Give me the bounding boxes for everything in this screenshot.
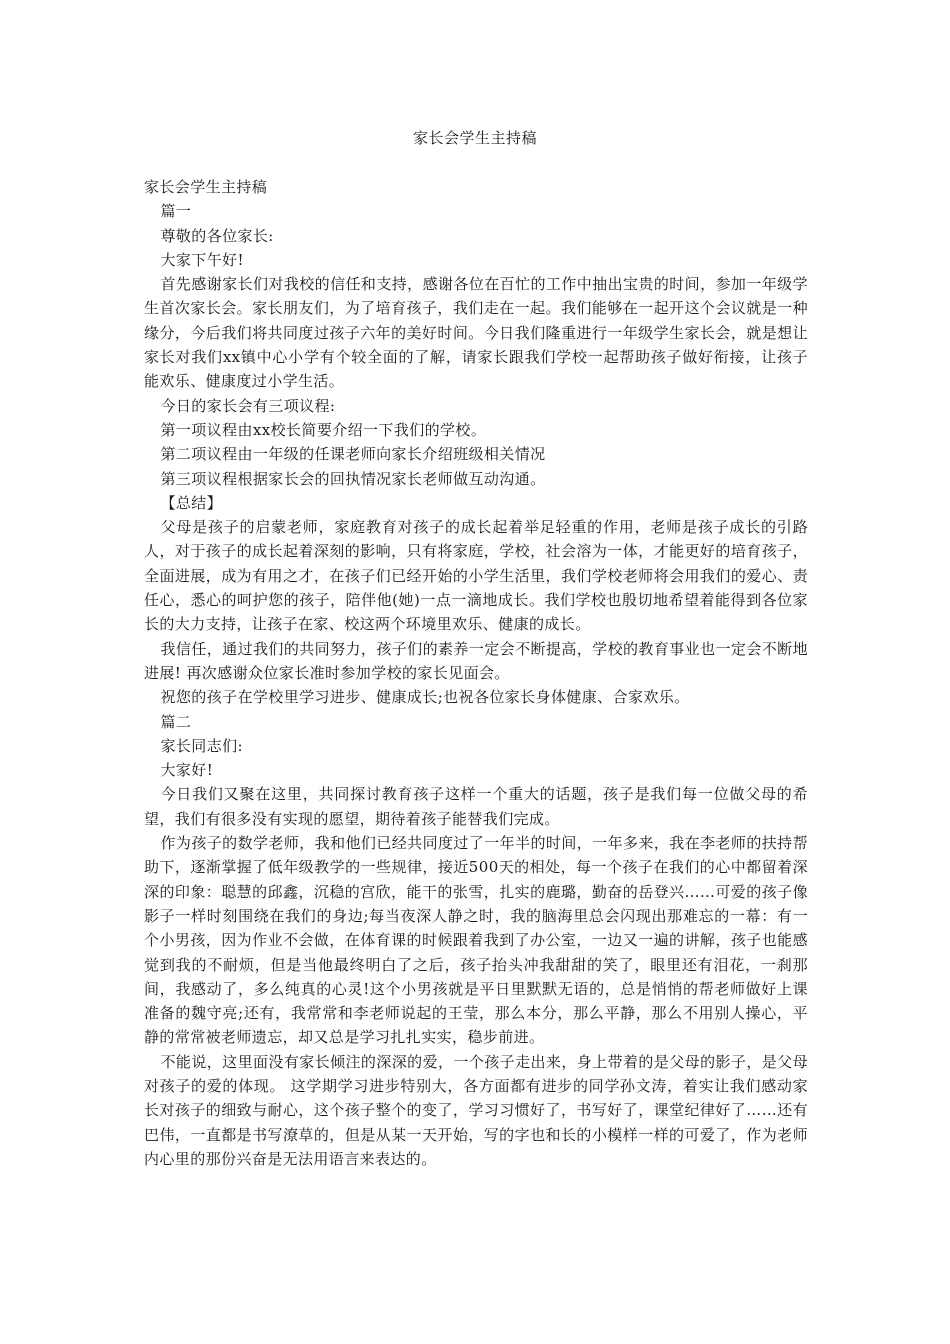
greeting-2: 大家好! xyxy=(160,761,214,780)
salutation-2: 家长同志们: xyxy=(160,736,243,755)
paragraph-teacher: 作为孩子的数学老师，我和他们已经共同度过了一年半的时间，一年多来，我在李老师的扶持帮助下，逐渐掌握了低年级教学的一些规律，接近500天的相处，每一个孩子在我们的心中都留着深深的印象：聪慧的邱鑫，沉稳的宫欣，能干的张雪，扎实的鹿璐，勤奋的岳登兴……可爱的孩子像影子一样时刻围绕在我们的身边;每当夜深人静之时，我的脑海里总会闪现出那难忘的一幕：有一个小男孩，因为作业不会做，在体育课的时候跟着我到了办公室，一边又一遍的讲解，孩子也能感觉到我的不耐烦，但是当他最终明白了之后，孩子抬头冲我甜甜的笑了，眼里还有泪花，一刹那间，我感动了，多么纯真的心灵!这个小男孩就是平日里默默无语的，总是悄悄的帮老师做好上课准备的魏守亮;还有，我常常和李老师说起的王莹，那么本分，那么平静，那么不用别人操心，平静的常常被老师遗忘，却又总是学习扎扎实实，稳步前进。 xyxy=(144,834,808,1047)
section-label-2: 篇二 xyxy=(160,712,192,731)
agenda-item-2: 第二项议程由一年级的任课老师向家长介绍班级相关情况 xyxy=(160,445,546,464)
agenda-item-1: 第一项议程由xx校长简要介绍一下我们的学校。 xyxy=(160,420,487,439)
document-body xyxy=(144,175,808,1171)
paragraph-belief: 我信任，通过我们的共同努力，孩子们的素养一定会不断提高，学校的教育事业也一定会不断地进展! 再次感谢众位家长准时参加学校的家长见面会。 xyxy=(144,639,808,682)
paragraph-wishes: 祝您的孩子在学校里学习进步、健康成长;也祝各位家长身体健康、合家欢乐。 xyxy=(160,688,690,707)
paragraph-heading: 家长会学生主持稿 xyxy=(144,178,268,196)
agenda-intro: 今日的家长会有三项议程: xyxy=(160,396,336,415)
paragraph-opening: 首先感谢家长们对我校的信任和支持，感谢各位在百忙的工作中抽出宝贵的时间，参加一年级学生首次家长会。家长朋友们，为了培育孩子，我们走在一起。我们能够在一起开这个会议就是一种缘分，今后我们将共同度过孩子六年的美好时间。今日我们隆重进行一年级学生家长会，就是想让家长对我们xx镇中心小学有个较全面的了解，请家长跟我们学校一起帮助孩子做好衔接，让孩子能欢乐、健康度过小学生活。 xyxy=(144,275,808,391)
salutation: 尊敬的各位家长: xyxy=(160,226,274,245)
greeting: 大家下午好! xyxy=(160,250,244,269)
paragraph-parents-love: 不能说，这里面没有家长倾注的深深的爱，一个孩子走出来，身上带着的是父母的影子，是父母对孩子的爱的体现。 这学期学习进步特别大，各方面都有进步的同学孙文涛，着实让我们感动家长对孩子的细致与耐心，这个孩子整个的变了，学习习惯好了，书写好了，课堂纪律好了……还有巴伟，一直都是书写潦草的，但是从某一天开始，写的字也和长的小模样一样的可爱了，作为老师内心里的那份兴奋是无法用语言来表达的。 xyxy=(144,1052,808,1168)
agenda-item-3: 第三项议程根据家长会的回执情况家长老师做互动沟通。 xyxy=(160,469,546,488)
paragraph-gathering: 今日我们又聚在这里，共同探讨教育孩子这样一个重大的话题，孩子是我们每一位做父母的希望，我们有很多没有实现的愿望，期待着孩子能替我们完成。 xyxy=(144,785,808,828)
summary-heading: 【总结】 xyxy=(160,493,223,512)
document-title: 家长会学生主持稿 xyxy=(412,129,537,147)
section-label-1: 篇一 xyxy=(160,202,192,221)
paragraph-summary: 父母是孩子的启蒙老师，家庭教育对孩子的成长起着举足轻重的作用，老师是孩子成长的引路人，对于孩子的成长起着深刻的影响，只有将家庭，学校，社会溶为一体，才能更好的培育孩子，全面进展，成为有用之才，在孩子们已经开始的小学生活里，我们学校老师将会用我们的爱心、责任心，悉心的呵护您的孩子，陪伴他(她)一点一滴地成长。我们学校也殷切地希望着能得到各位家长的大力支持，让孩子在家、校这两个环境里欢乐、健康的成长。 xyxy=(144,518,808,634)
